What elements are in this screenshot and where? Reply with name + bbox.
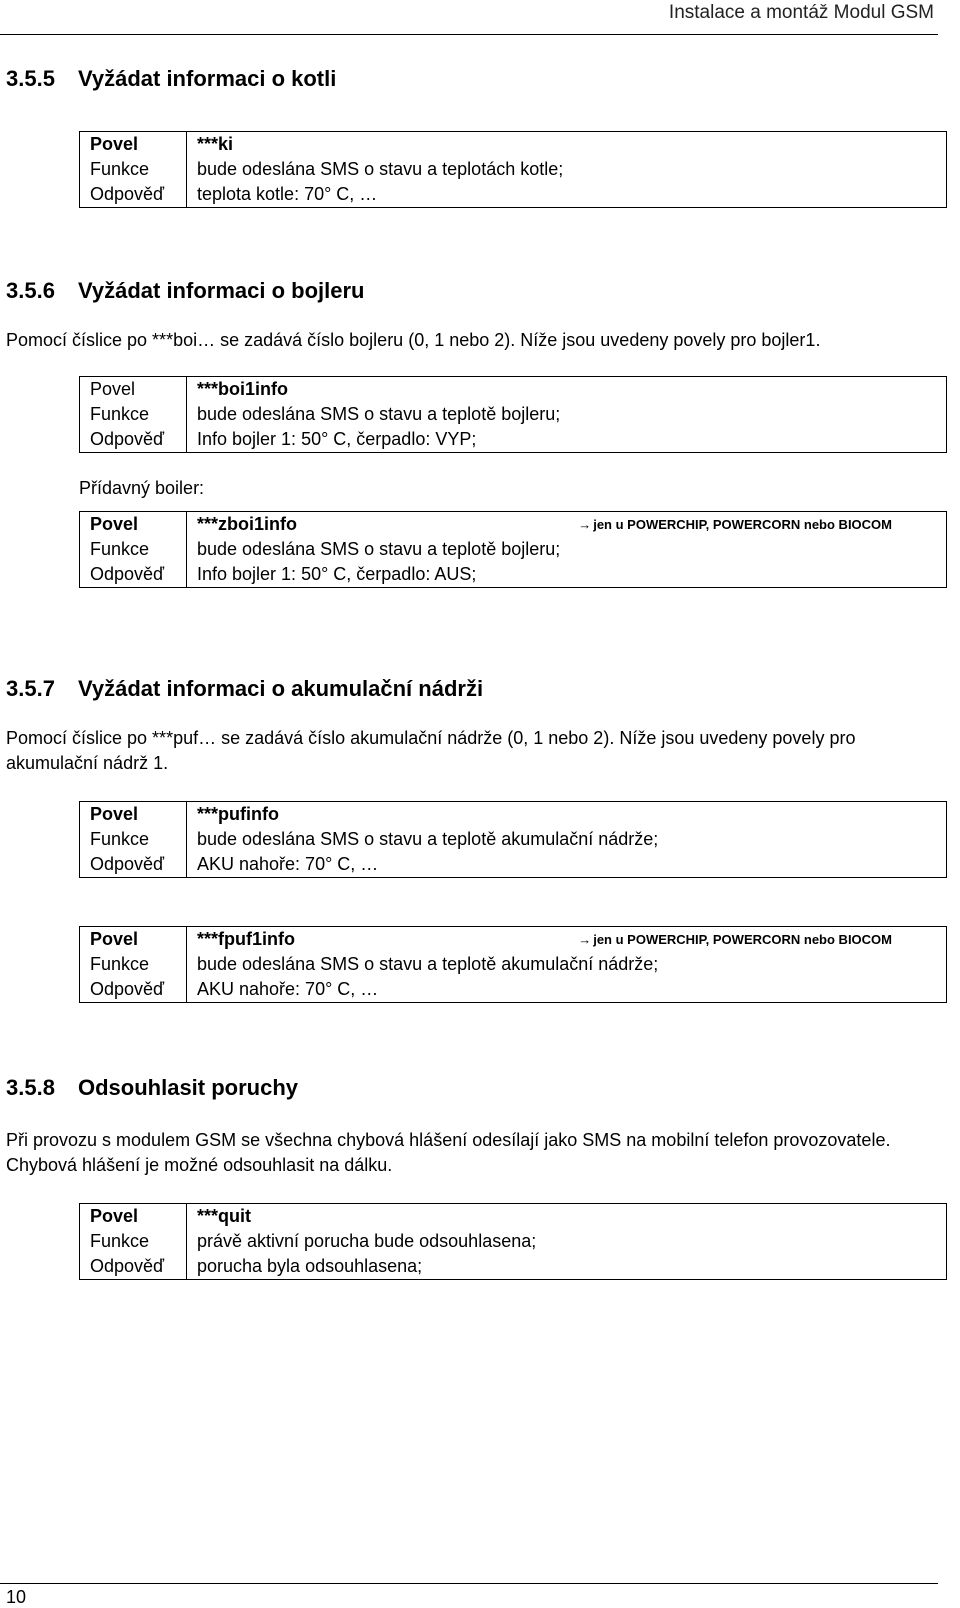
row-label-povel: Povel bbox=[80, 377, 187, 403]
command-value: ***quit bbox=[197, 1206, 251, 1226]
row-label-odpoved: Odpověď bbox=[80, 182, 187, 208]
row-label-funkce: Funkce bbox=[80, 952, 187, 977]
command-value: ***boi1info bbox=[197, 379, 289, 399]
section-heading-355 bbox=[6, 66, 336, 92]
response-value: AKU nahoře: 70° C, … bbox=[197, 854, 379, 874]
row-label-odpoved: Odpověď bbox=[80, 562, 187, 588]
table-row-odpoved bbox=[80, 562, 947, 588]
table-row-povel bbox=[80, 512, 947, 538]
section-heading-356 bbox=[6, 278, 364, 304]
section-number: 3.5.6 bbox=[6, 278, 55, 303]
command-table-quit bbox=[79, 1203, 947, 1280]
row-label-odpoved: Odpověď bbox=[80, 427, 187, 453]
command-value: ***pufinfo bbox=[197, 804, 279, 824]
table-row-funkce bbox=[80, 157, 947, 182]
row-label-funkce: Funkce bbox=[80, 537, 187, 562]
response-value: AKU nahoře: 70° C, … bbox=[197, 979, 379, 999]
section-intro-358: Při provozu s modulem GSM se všechna chybová hlášení odesílají jako SMS na mobilní telefon provozovatele. Chybová hlášení je možné odsouhlasit na dálku. bbox=[6, 1130, 891, 1175]
section-heading-358 bbox=[6, 1075, 298, 1101]
table-row-odpoved bbox=[80, 182, 947, 208]
header-rule bbox=[0, 34, 938, 35]
response-value: Info bojler 1: 50° C, čerpadlo: VYP; bbox=[197, 429, 477, 449]
function-value: bude odeslána SMS o stavu a teplotách kotle; bbox=[197, 159, 564, 179]
response-value: porucha byla odsouhlasena; bbox=[197, 1256, 423, 1276]
section-heading-357 bbox=[6, 676, 483, 702]
command-table-puf bbox=[79, 801, 947, 878]
section-intro-357: Pomocí číslice po ***puf… se zadává číslo akumulační nádrže (0, 1 nebo 2). Níže jsou uvedeny povely pro akumulační nádrž 1. bbox=[6, 728, 856, 773]
table-row-povel bbox=[80, 927, 947, 953]
row-label-funkce: Funkce bbox=[80, 1229, 187, 1254]
response-value: teplota kotle: 70° C, … bbox=[197, 184, 378, 204]
section-title: Vyžádat informaci o kotli bbox=[78, 66, 337, 91]
command-table-fpuf1 bbox=[79, 926, 947, 1003]
section-title: Vyžádat informaci o akumulační nádrži bbox=[78, 676, 484, 701]
table-row-odpoved bbox=[80, 427, 947, 453]
arrow-right-icon: → bbox=[578, 517, 592, 532]
section-title: Odsouhlasit poruchy bbox=[78, 1075, 299, 1100]
row-label-funkce: Funkce bbox=[80, 827, 187, 852]
page-number: 10 bbox=[6, 1587, 27, 1607]
row-label-povel: Povel bbox=[80, 512, 187, 538]
table-row-funkce bbox=[80, 1229, 947, 1254]
table-row-funkce bbox=[80, 952, 947, 977]
extra-boiler-label: Přídavný boiler: bbox=[79, 478, 205, 498]
command-table-boi1 bbox=[79, 376, 947, 453]
section-intro-356: Pomocí číslice po ***boi… se zadává číslo bojleru (0, 1 nebo 2). Níže jsou uvedeny povely pro bojler1. bbox=[6, 330, 821, 350]
row-label-povel: Povel bbox=[80, 132, 187, 158]
row-label-odpoved: Odpověď bbox=[80, 1254, 187, 1280]
running-header: Instalace a montáž Modul GSM bbox=[668, 2, 934, 23]
command-table-zboi1 bbox=[79, 511, 947, 588]
availability-note bbox=[578, 927, 892, 952]
command-text: ***zboi1info bbox=[197, 514, 298, 534]
availability-note bbox=[578, 512, 892, 537]
row-label-povel: Povel bbox=[80, 802, 187, 828]
table-row-povel bbox=[80, 802, 947, 828]
table-row-odpoved bbox=[80, 977, 947, 1003]
row-label-povel: Povel bbox=[80, 1204, 187, 1230]
arrow-right-icon: → bbox=[578, 932, 592, 947]
table-row-povel bbox=[80, 1204, 947, 1230]
function-value: bude odeslána SMS o stavu a teplotě akumulační nádrže; bbox=[197, 829, 659, 849]
table-row-funkce bbox=[80, 537, 947, 562]
table-row-funkce bbox=[80, 827, 947, 852]
command-value: ***ki bbox=[197, 134, 234, 154]
function-value: právě aktivní porucha bude odsouhlasena; bbox=[197, 1231, 537, 1251]
function-value: bude odeslána SMS o stavu a teplotě akumulační nádrže; bbox=[197, 954, 659, 974]
command-value bbox=[187, 927, 947, 953]
section-title: Vyžádat informaci o bojleru bbox=[78, 278, 365, 303]
table-row-povel bbox=[80, 132, 947, 158]
row-label-funkce: Funkce bbox=[80, 402, 187, 427]
command-table-kotel bbox=[79, 131, 947, 208]
table-row-odpoved bbox=[80, 1254, 947, 1280]
function-value: bude odeslána SMS o stavu a teplotě bojleru; bbox=[197, 539, 561, 559]
note-text: jen u POWERCHIP, POWERCORN nebo BIOCOM bbox=[593, 517, 892, 532]
response-value: Info bojler 1: 50° C, čerpadlo: AUS; bbox=[197, 564, 477, 584]
section-number: 3.5.7 bbox=[6, 676, 55, 701]
section-number: 3.5.5 bbox=[6, 66, 55, 91]
footer-rule bbox=[0, 1583, 938, 1584]
note-text: jen u POWERCHIP, POWERCORN nebo BIOCOM bbox=[593, 932, 892, 947]
command-value bbox=[187, 512, 947, 538]
row-label-odpoved: Odpověď bbox=[80, 977, 187, 1003]
row-label-funkce: Funkce bbox=[80, 157, 187, 182]
table-row-funkce bbox=[80, 402, 947, 427]
command-text: ***fpuf1info bbox=[197, 929, 295, 949]
row-label-povel: Povel bbox=[80, 927, 187, 953]
table-row-odpoved bbox=[80, 852, 947, 878]
function-value: bude odeslána SMS o stavu a teplotě bojleru; bbox=[197, 404, 561, 424]
row-label-odpoved: Odpověď bbox=[80, 852, 187, 878]
table-row-povel bbox=[80, 377, 947, 403]
section-number: 3.5.8 bbox=[6, 1075, 55, 1100]
